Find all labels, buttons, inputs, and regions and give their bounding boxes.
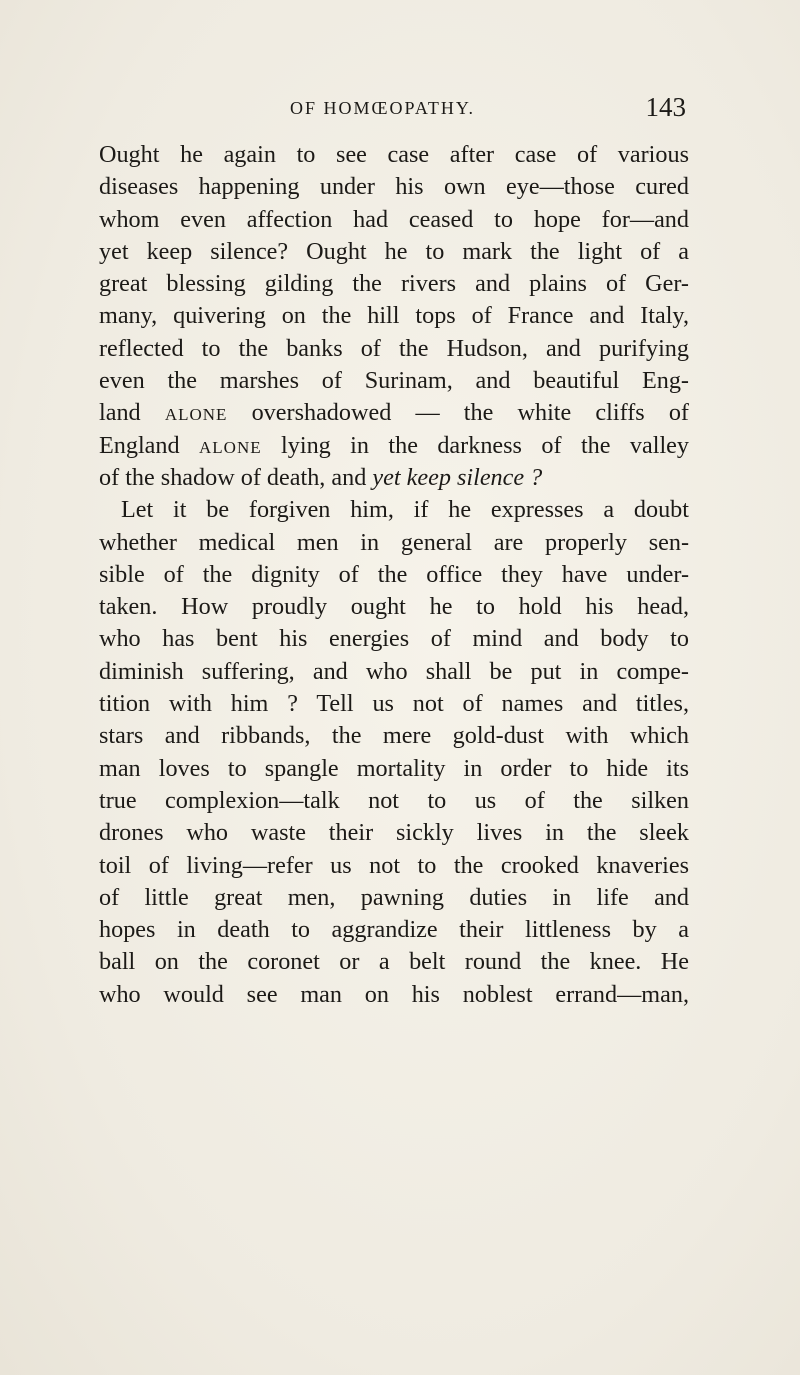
text-line: man loves to spangle mortality in order to hide its <box>99 754 689 782</box>
text-line: diseases happening under his own eye—those cured <box>99 173 689 201</box>
text-line: true complexion—talk not to us of the silken <box>99 786 689 814</box>
text-run: of the shadow of death, and <box>99 463 373 491</box>
text-line: drones who waste their sickly lives in the sleek <box>99 819 689 847</box>
text-line <box>99 462 689 494</box>
text-line: reflected to the banks of the Hudson, and purifying <box>99 334 689 362</box>
text-run: overshadowed — the white cliffs of <box>227 399 689 427</box>
text-line: sible of the dignity of the office they have under- <box>99 560 689 588</box>
text-line: hopes in death to aggrandize their littleness by a <box>99 916 689 944</box>
text-run: land <box>99 399 165 427</box>
text-line: who has bent his energies of mind and body to <box>99 625 689 653</box>
text-line: toil of living—refer us not to the crooked knaveries <box>99 851 689 879</box>
text-line <box>99 397 689 429</box>
text-line: many, quivering on the hill tops of France and Italy, <box>99 302 689 330</box>
text-line: yet keep silence? Ought he to mark the light of a <box>99 237 689 265</box>
text-line: even the marshes of Surinam, and beautiful Eng- <box>99 367 689 395</box>
small-caps-word: alone <box>164 399 228 427</box>
text-line: of little great men, pawning duties in life and <box>99 883 689 911</box>
paragraph-first-line: Let it be forgiven him, if he expresses a doubt <box>121 496 689 524</box>
text-line: tition with him ? Tell us not of names and titles, <box>99 690 689 718</box>
running-title: OF HOMŒOPATHY. <box>290 98 476 118</box>
text-line: whom even affection had ceased to hope for—and <box>99 205 689 233</box>
text-line: whether medical men in general are properly sen- <box>99 528 689 556</box>
italic-phrase: yet keep silence ? <box>372 463 543 491</box>
text-line: taken. How proudly ought he to hold his head, <box>99 593 689 621</box>
text-run: lying in the darkness of the valley <box>261 431 689 459</box>
text-line: who would see man on his noblest errand—man, <box>99 980 689 1008</box>
body-text <box>99 139 689 1011</box>
text-line: stars and ribbands, the mere gold-dust with which <box>99 722 689 750</box>
small-caps-word: alone <box>199 431 262 459</box>
text-line: ball on the coronet or a belt round the knee. He <box>99 948 689 976</box>
text-line <box>99 430 689 462</box>
running-head <box>290 92 690 126</box>
text-run: England <box>99 431 200 459</box>
text-line: great blessing gilding the rivers and plains of Ger- <box>99 270 689 298</box>
page-number: 143 <box>645 92 686 122</box>
text-line: diminish suffering, and who shall be put in compe- <box>99 657 689 685</box>
text-line: Ought he again to see case after case of various <box>99 141 689 168</box>
